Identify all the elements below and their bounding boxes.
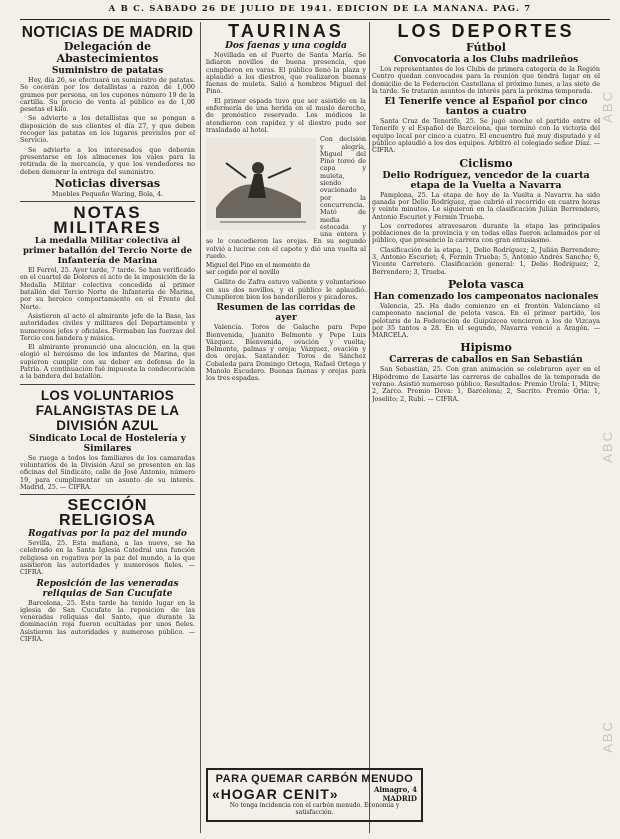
tenerife-heading: El Tenerife vence al Español por cinco tantos a cuatro [384, 96, 588, 118]
taurinas-paragraph: Novillada en el Puerto de Santa María. Se lidiaron novillos de buena presencia, que cumplieron en varas. El público llenó la plaza y aplaudió a los diestros, que realizaron buenas faenas de muleta. Salió a hombros Miguel del Pino. [206, 51, 366, 96]
patatas-heading: Suministro de patatas [51, 66, 164, 76]
taurinas-paragraph: El primer espada tuvo que ser asistido en la enfermería de una herida en el muslo derecho, de pronóstico reservado. Los médicos le atendieron con rapidez y el diestro pudo ser trasladado al hotel. [206, 96, 366, 134]
abc-watermark: ABC [600, 90, 615, 123]
divider [20, 384, 195, 385]
ad-brand: «HOGAR CENIT» [212, 786, 339, 802]
hipismo-heading: Carreras de caballos en San Sebastián [389, 355, 583, 366]
pelota-heading: Han comenzado los campeonatos nacionales [373, 291, 599, 302]
ad-headline: PARA QUEMAR CARBÓN MENUDO [215, 773, 414, 785]
futbol-paragraph: Los representantes de los Clubs de primera categoría de la Región Centro quedan convocados para la reunión que tendrá lugar en el domicilio de la Federación Castellana el próximo lunes, a las siete de la tarde. Se tratarán asuntos de interés para la próxima temporada. [372, 65, 600, 95]
religiosa-title: SECCIÓN RELIGIOSA [58, 497, 156, 530]
voluntarios-subtitle: Sindicato Local de Hostelería y Similares [28, 433, 187, 454]
ciclismo-paragraph: Clasificación de la etapa: 1, Delio Rodríguez; 2, Julián Berrendero; 3, Antonio Escuriet; 4, Fermín Trueba; 5, Antonio Andrés Sancho; 6, Vicente Carretero. Clasificación general: 1, Delio Rodríguez; 2, Berrendero; 3, Trueba. [372, 245, 600, 276]
religiosa-paragraph: Sevilla, 25. Esta mañana, a las nueve, se ha celebrado en la Santa Iglesia Catedral una función religiosa en rogativa por la paz del mundo, a la que asistieron las autoridades y numerosos fieles. — CIFRA. [20, 539, 195, 577]
bullfight-photo [206, 138, 316, 230]
hogar-cenit-ad [206, 768, 423, 822]
taurinas-paragraph: Gallito de Zafra estuvo valiente y voluntarioso en sus dos novillos, y el público le aplaudió. Cumplieron bien los banderilleros y picadores. [206, 278, 366, 301]
noticias-diversas-heading: Noticias diversas [54, 176, 161, 190]
column-madrid [20, 22, 195, 835]
column-divider [369, 22, 370, 833]
ciclismo-paragraph: Pamplona, 25. La etapa de hoy de la Vuelta a Navarra ha sido ganada por Delio Rodríguez, que cubrió el recorrido en cuatro horas y veinte minutos. Le siguieron en la clasificación Julián Berrendero, Antonio Escuriet y Fermín Trueba. [372, 190, 600, 221]
noticias-subtitle: Delegación de Abastecimientos [56, 40, 159, 65]
hipismo-kicker: Hipismo [460, 341, 512, 355]
column-taurinas [206, 22, 366, 835]
deportes-title: LOS DEPORTES [397, 22, 575, 41]
bullfight-illustration [206, 138, 316, 230]
noticias-title: NOTICIAS DE MADRID [21, 24, 194, 41]
ad-row [212, 785, 417, 803]
header-rule [20, 19, 610, 20]
resumen-heading: Resumen de las corridas de ayer [216, 303, 356, 324]
ad-note: No tenga incidencia con el carbón menudo. Economía y satisfacción. [229, 802, 400, 816]
militares-title: NOTAS MILITARES [53, 203, 162, 238]
militares-paragraph: El almirante pronunció una alocución, en la que elogió el heroísmo de los infantes de Marina, que supieron cumplir con su deber en defensa de la Patria. A continuación fué impuesta la condecoración a la bandera del batallón. [20, 343, 195, 381]
page-folio: A B C. SÁBADO 26 DE JULIO DE 1941. EDICIÓN DE LA MAÑANA. PÁG. 7 [108, 4, 532, 14]
religiosa-subtitle: Rogativas por la paz del mundo [28, 529, 187, 540]
column-divider [200, 22, 201, 833]
divider [20, 201, 195, 202]
taurinas-subtitle: Dos faenas y una cogida [225, 41, 347, 51]
ciclismo-paragraph: Los corredores atravesaron durante la etapa las principales poblaciones de la provincia y en todas ellas fueron aclamados por el público, que presenció la carrera con gran entusiasmo. [372, 221, 600, 245]
noticias-diversas-text: Muebles Pequeño Waring, Bola, 4. [51, 189, 164, 198]
ad-address [374, 785, 417, 803]
tenerife-paragraph: Santa Cruz de Tenerife, 25. Se jugó anoche el partido entre el Tenerife y el Español de Barcelona, que terminó con la victoria del equipo local por cinco a cuatro. El encuentro fué muy disputado y el público aplaudió a los dos equipos. Arbitró el colegiado señor Díaz. — CIFRA. [372, 117, 600, 155]
futbol-heading: Convocatoria a los Clubs madrileños [393, 55, 579, 65]
patatas-paragraph: Hoy, día 26, se efectuará un suministro de patatas. Se cocerán por los detallistas a razón de 1,000 gramos por persona, en los cupones número 19 de la cartilla. Su precio de venta al público es de 1,00 pesetas el kilo. [20, 76, 195, 114]
militares-subtitle: La medalla Militar colectiva al primer batallón del Tercio Norte de Infantería de Marina [22, 236, 192, 267]
taurinas-title: TAURINAS [228, 22, 344, 41]
ciclismo-heading: Delio Rodríguez, vencedor de la cuarta etapa de la Vuelta a Navarra [382, 169, 590, 191]
ad-city: MADRID [382, 794, 417, 803]
reliquias-paragraph: Barcelona, 25. Esta tarde ha tenido lugar en la iglesia de San Cucufate la reposición de las veneradas reliquias del Santo, que durante la dominación roja fueron ocultadas por unos fieles. Asistieron las autoridades y numeroso público. — CIFRA. [20, 598, 195, 644]
voluntarios-paragraph: Se ruega a todos los familiares de los camaradas voluntarios de la División Azul se presenten en las oficinas del Sindicato, calle de José Antonio, número 19, para cumplimentar un asunto de su interés. Madrid, 25. — CIFRA. [20, 453, 195, 491]
abc-watermark: ABC [600, 430, 615, 463]
hipismo-paragraph: San Sebastián, 25. Con gran animación se celebraron ayer en el Hipódromo de Lasarte las carreras de caballos de la temporada de verano. Asistió numeroso público. Resultados: Premio Urola: 1, Mitre; 2, Zarco. Premio Deva: 1, Barcelona; 2, Sacrito. Premio Oria: 1, Joselito; 2, Rubí. — CIFRA. [372, 365, 600, 403]
resumen-paragraph: Valencia. Toros de Galache para Pepe Bienvenida, Juanito Belmonte y Pepe Luis Vázquez. Bienvenida, ovación y vuelta; Belmonte, palmas y oreja; Vázquez, ovación y dos orejas. Santander. Toros de Sánchez Cobaleda para Domingo Ortega, Rafael Ortega y Manolo Escudero. Buenas faenas y orejas para los tres espadas. [206, 323, 366, 383]
pelota-kicker: Pelota vasca [447, 277, 525, 291]
taurinas-paragraph: Con decisión y alegría, Miguel del Pino toreó de capa y muleta, siendo ovacionado por la concurrencia. Mató de media estocada y una entera y se le concedieron las orejas. En su segundo volvió a lucirse con el capote y dió una vuelta al ruedo. [206, 135, 366, 261]
patatas-paragraph: Se advierte a los interesados que deberán presentarse en los almacenes los vales para la retirada de la mercancía, y que los vendedores no deben demorar la entrega del suministro. [20, 145, 195, 176]
futbol-kicker: Fútbol [466, 41, 506, 54]
ciclismo-kicker: Ciclismo [459, 156, 513, 170]
column-deportes [372, 22, 600, 835]
patatas-paragraph: Se advierte a los detallistas que se pongan a disposición de sus clientes el día 27, y que deben recoger las patatas en los lugares previstos por el Servicio. [20, 114, 195, 145]
abc-watermark: ABC [600, 720, 615, 753]
militares-paragraph: El Ferrol, 25. Ayer tarde, 7 tarde. Se han verificado en el cuartel de Dolores el acto de la imposición de la Medalla Militar colectiva concedida al primer batallón del Tercio Norte de Infantería de Marina, por su heroico comportamiento en el Frente del Norte. [20, 266, 195, 311]
pelota-paragraph: Valencia, 25. Ha dado comienzo en el frontón Valenciano el campeonato nacional de pelota vasca. En el primer partido, los pelotaris de la Federación de Guipúzcoa vencieron a los de Vizcaya por 35 tantos a 28. En el segundo, Navarra venció a Aragón. — MARCELA. [372, 301, 600, 340]
divider [20, 494, 195, 495]
reliquias-heading: Reposición de las veneradas reliquias de San Cucufate [36, 578, 179, 599]
ad-street: Almagro, 4 [373, 785, 417, 794]
militares-paragraph: Asistieron al acto el almirante jefe de la Base, las autoridades civiles y militares del Departamento y numerosos jefes y oficiales. Formaban las fuerzas del Tercio con bandera y música. [20, 311, 195, 342]
photo-caption: Miguel del Pino en el momento de ser cogido por el novillo [206, 262, 311, 277]
voluntarios-title: LOS VOLUNTARIOS FALANGISTAS DE LA DIVISIÓN AZUL [35, 387, 180, 433]
